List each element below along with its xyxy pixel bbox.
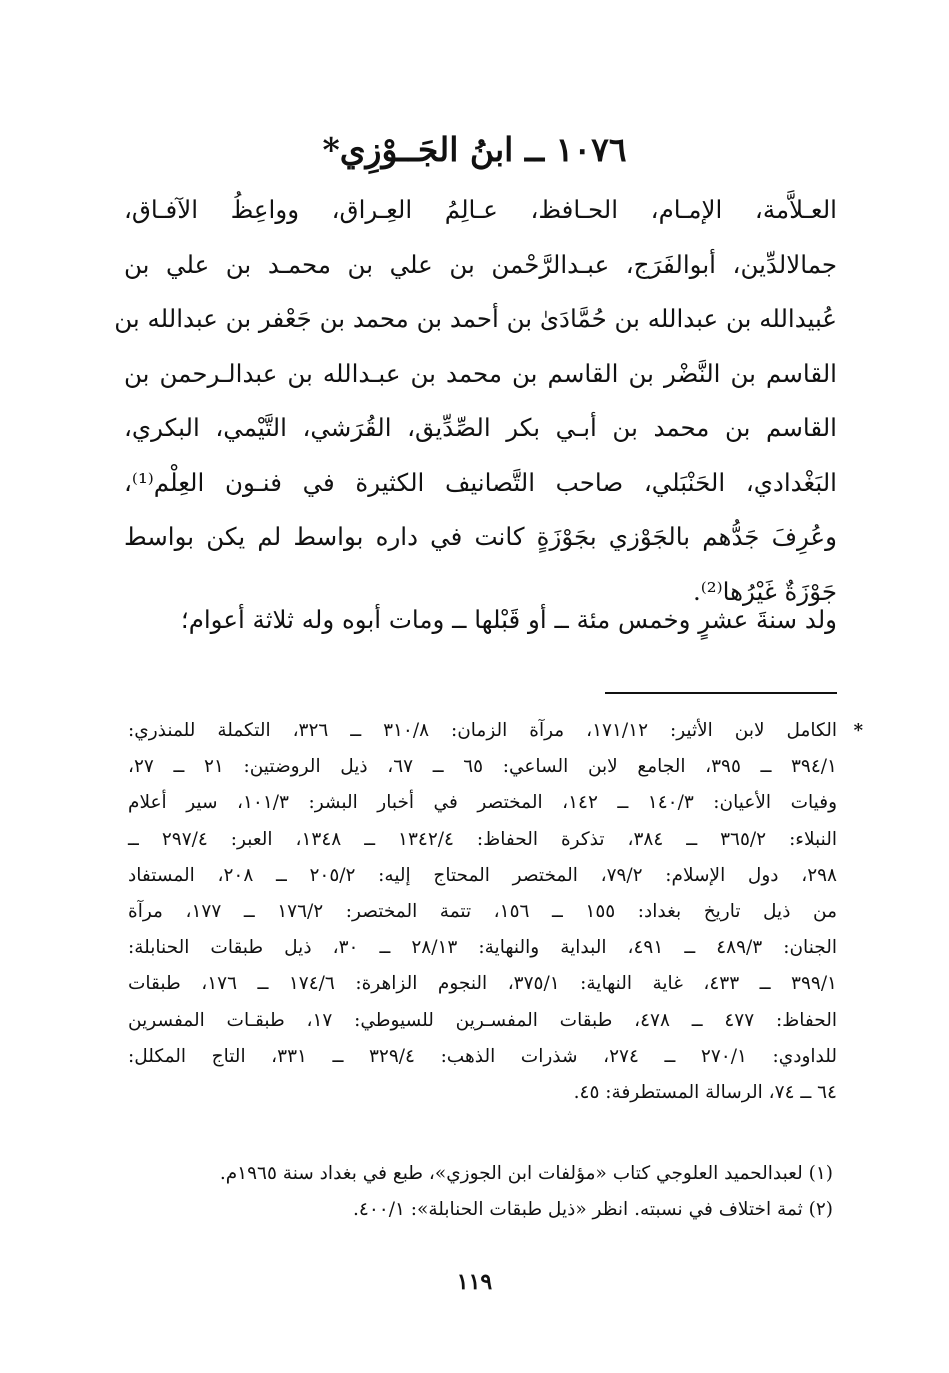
body-line: وعُرِفَ جَدُّهم بالجَوْزي بجَوْزَةٍ كانت في داره بواسط لم يكن بواسط — [124, 522, 837, 551]
entry-title: ١٠٧٦ ــ ابنُ الجَــوْزِي* — [322, 130, 627, 169]
footnote-line: النبلاء: ٣٦٥/٢ ــ ٣٨٤، تذكرة الحفاظ: ١٣٤٢/٤ ــ ١٣٤٨، العبر: ٢٩٧/٤ ــ — [128, 828, 837, 850]
body-line: القاسم بن النَّضْر بن القاسم بن محمد بن عبـدالله بن عبدالـرحمن بن — [124, 358, 837, 388]
body-line: عُبيدالله بن عبدالله بن حُمَّادَىٰ بن أحمد بن محمد بن جَعْفر بن عبدالله بن — [114, 304, 837, 333]
footnote-line: وفيات الأعيان: ١٤٠/٣ ــ ١٤٢، المختصر في أخبار البشر: ١٠١/٣، سير أعلام — [128, 792, 838, 814]
body-line: القاسم بن محمد بن أبـي بكر الصِّدِّيق، القُرَشي، التَّيْمي، البكري، — [124, 413, 837, 442]
footnote-divider — [605, 692, 837, 694]
note-2: (٢) ثمة اختلاف في نسبته. انظر «ذيل طبقات الحنابلة»: ٤٠٠/١. — [353, 1199, 833, 1220]
body-line: جَوْزَةٌ غَيْرُها⁽²⁾. — [692, 576, 837, 606]
footnote-line: ٦٤ ــ ٧٤، الرسالة المستطرفة: ٤٥. — [573, 1082, 837, 1104]
footnote-line: الحفاظ: ٤٧٧ ــ ٤٧٨، طبقات المفسـرين للسيوطي: ١٧، طبقـات المفسرين — [128, 1009, 837, 1031]
sources-footnote — [128, 713, 863, 1111]
footnote-line: للداودي: ٢٧٠/١ ــ ٢٧٤، شذرات الذهب: ٣٢٩/٤ ــ ٣٣١، التاج المكلل: — [128, 1045, 837, 1067]
footnote-line — [128, 713, 863, 749]
footnote-line: الجنان: ٤٨٩/٣ ــ ٤٩١، البداية والنهاية: ٢٨/١٣ ــ ٣٠، ذيل طبقات الحنابلة: — [128, 937, 837, 959]
footnote-line: ٣٩٤/١ ــ ٣٩٥، الجامع لابن الساعي: ٦٥ ــ ٦٧، ذيل الروضتين: ٢١ ــ ٢٧، — [128, 756, 837, 778]
footnote-line: ٣٩٩/١ ــ ٤٣٣، غاية النهاية: ٣٧٥/١، النجوم الزاهرة: ١٧٤/٦ ــ ١٧٦، طبقات — [128, 973, 837, 995]
body-line: جمالالدِّين، أبوالفَرَج، عبـدالرَّحْمن بن علي بن محمـد بن علي بن — [124, 249, 837, 279]
birth-paragraph: ولد سنةَ عشرٍ وخمس مئة ــ أو قَبْلها ــ ومات أبوه وله ثلاثة أعوام؛ — [180, 605, 837, 634]
body-line: البَغْدادي، الحَنْبَلي، صاحب التَّصانيف الكثيرة في فنـون العِلْم⁽¹⁾، — [124, 467, 837, 497]
body-line: العـلاَّمة، الإمـام، الحـافظ، عـالِمُ العِـراق، وواعِظُ الآفـاق، — [124, 195, 837, 224]
numbered-notes — [128, 1156, 833, 1228]
footnote-line: ٢٩٨، دول الإسلام: ٧٩/٢، المختصر المحتاج إليه: ٢٠٥/٢ ــ ٢٠٨، المستفاد — [128, 864, 837, 886]
footnote-line-text: الكامل لابن الأثير: ١٧١/١٢، مرآة الزمان: ٣١٠/٨ ــ ٣٢٦، التكملة للمنذري: — [128, 720, 838, 741]
biography-text — [114, 183, 837, 619]
footnote-star-marker: * — [853, 720, 863, 741]
footnote-line: من ذيل تاريخ بغداد: ١٥٥ ــ ١٥٦، تتمة المختصر: ١٧٦/٢ ــ ١٧٧، مرآة — [128, 901, 837, 923]
page-number: ١١٩ — [456, 1269, 493, 1295]
note-1: (١) لعبدالحميد العلوجي كتاب «مؤلفات ابن الجوزي»، طبع في بغداد سنة ١٩٦٥م. — [219, 1163, 833, 1184]
